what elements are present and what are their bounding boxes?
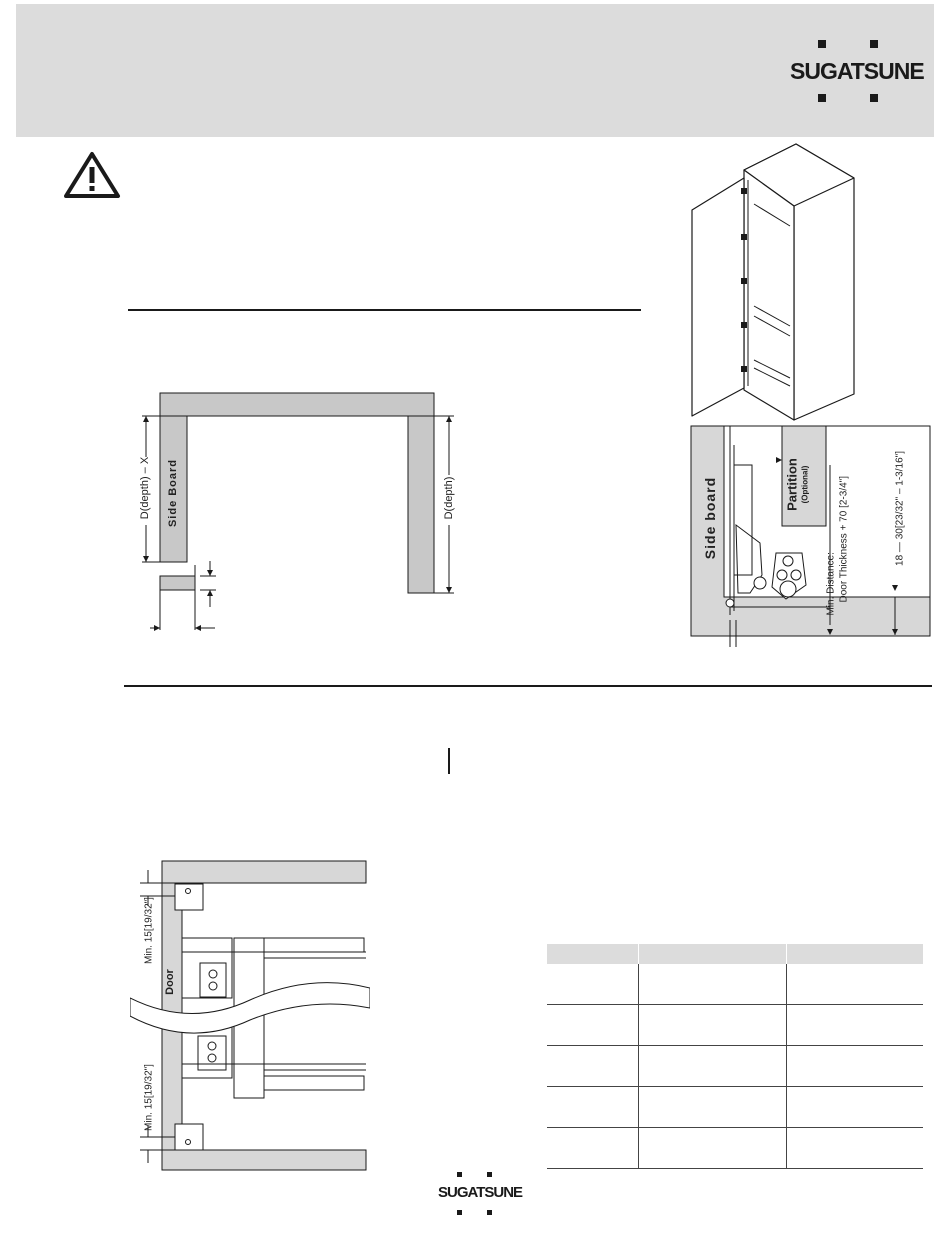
door-label: Door [164, 969, 176, 995]
table-row [547, 1128, 923, 1169]
footer-wordmark: SUGATSUNE [438, 1184, 523, 1201]
partition-note: (Optional) [800, 465, 810, 504]
table-cell [787, 1046, 924, 1087]
table-row [547, 1087, 923, 1128]
table-cell [787, 1005, 924, 1046]
table-header-row [547, 944, 923, 964]
spec-table [547, 944, 923, 1169]
min-bottom-label: Min. 15[19/32"] [143, 1064, 155, 1131]
cabinet-illustration [684, 140, 859, 422]
min-distance-line2: Door Thickness + 70 [2-3/4"] [838, 476, 850, 603]
min-top-label: Min. 15[19/32"] [143, 897, 155, 964]
table-cell [787, 1128, 924, 1169]
table-cell [547, 1005, 639, 1046]
table-row [547, 1005, 923, 1046]
plan-side-board-label: Side Board [167, 458, 179, 528]
table-cell [547, 964, 639, 1005]
table-header-cell [639, 944, 787, 964]
warning-icon [62, 150, 122, 200]
column-marker [448, 748, 450, 774]
range-label: 18 — 30[23/32" – 1-3/16"] [894, 451, 906, 566]
table-cell [787, 1087, 924, 1128]
front-diagram [130, 858, 370, 1173]
table-header-cell [547, 944, 639, 964]
table-cell [639, 964, 787, 1005]
table-cell [547, 1046, 639, 1087]
brand-wordmark: SUGATSUNE [790, 58, 924, 84]
table-row [547, 1046, 923, 1087]
table-cell [639, 1128, 787, 1169]
table-cell [639, 1005, 787, 1046]
section-rule-top [128, 309, 641, 311]
plan-diagram [140, 385, 470, 635]
table-header-cell [787, 944, 924, 964]
table-cell [547, 1087, 639, 1128]
min-distance-line1: Min. Distance: [825, 552, 837, 616]
table-row [547, 964, 923, 1005]
plan-left-dimension: D(depth) – X [139, 456, 151, 520]
footer-brand-logo [438, 1172, 523, 1216]
table-cell [639, 1087, 787, 1128]
section-rule-middle [124, 685, 932, 687]
plan-right-dimension: D(depth) [443, 476, 455, 520]
section-side-board-label: Side board [702, 476, 718, 560]
table-cell [639, 1046, 787, 1087]
table-cell [787, 964, 924, 1005]
partition-label: Partition [784, 458, 800, 511]
brand-logo [790, 40, 924, 102]
table-cell [547, 1128, 639, 1169]
